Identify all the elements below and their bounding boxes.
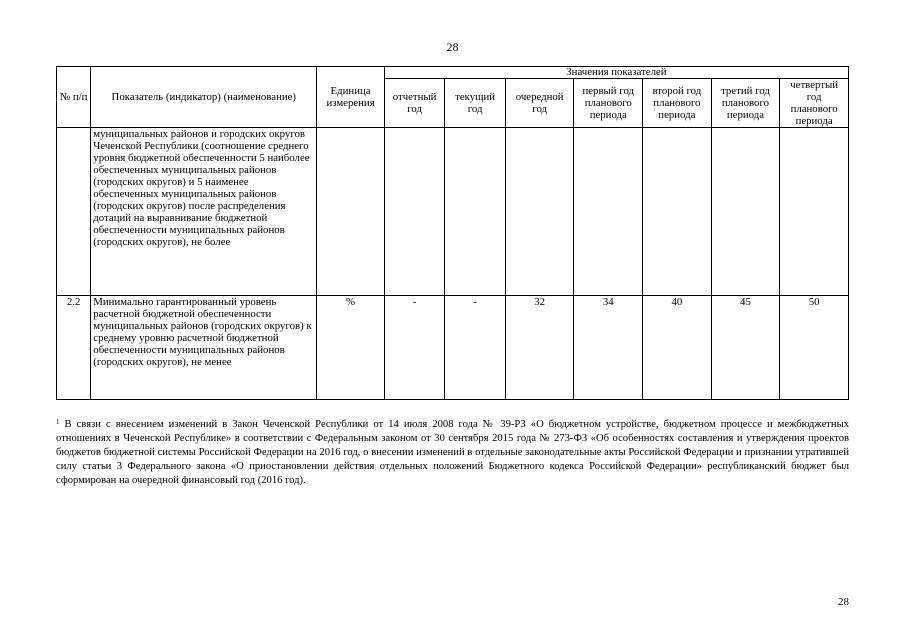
header-plan-year-2: второй год планового периода	[643, 79, 712, 128]
row-plan4-value	[780, 128, 849, 296]
row-plan1-value: 34	[574, 296, 643, 400]
row-num: 2.2	[57, 296, 91, 400]
header-name: Показатель (индикатор) (наименование)	[91, 67, 317, 128]
footnote-text: В связи с внесением изменений в Закон Чеченской Республики от 14 июля 2008 года № 39-РЗ «О бюджетном устройстве, бюджетном процессе и межбюджетных отношениях в Чеченской Республике» в соответствии с Федеральным законом от 30 сентября 2015 года № 273-ФЗ «Об особенностях составления и утверждения проектов бюджетов бюджетной системы Российской Федерации на 2016 год, о внесении изменений в отдельные законодательные акты Российской Федерации и признании утратившей силу статьи 3 Федерального закона «О приостановлении действия отдельных положений Бюджетного кодекса Российской Федерации» республиканский бюджет был сформирован на очередной финансовый год (2016 год).	[56, 419, 849, 486]
row-plan3-value: 45	[711, 296, 780, 400]
header-unit: Единица измерения	[317, 67, 385, 128]
row-next-value	[505, 128, 574, 296]
table-row	[57, 296, 849, 400]
page-number-top: 28	[446, 40, 459, 54]
row-unit: %	[317, 296, 385, 400]
indicators-table	[56, 66, 849, 400]
table-row	[57, 128, 849, 296]
row-indicator-name: Минимально гарантированный уровень расчетной бюджетной обеспеченности муниципальных районов (городских округов) к среднему уровню расчетной бюджетной обеспеченности муниципальных районов (городских округов), не менее	[91, 296, 317, 400]
header-plan-year-1: первый год планового периода	[574, 79, 643, 128]
page-number-bottom: 28	[838, 596, 849, 608]
row-plan2-value: 40	[643, 296, 712, 400]
row-current-value	[445, 128, 506, 296]
header-current-year: текущий год	[445, 79, 506, 128]
header-num: № п/п	[57, 67, 91, 128]
header-plan-year-4: четвертый год планового периода	[780, 79, 849, 128]
row-plan4-value: 50	[780, 296, 849, 400]
row-indicator-name: муниципальных районов и городских округов Чеченской Республики (соотношение среднего уровня бюджетной обеспеченности 5 наиболее обеспеченных муниципальных районов (городских округов) и 5 наименее обеспеченных муниципальных районов (городских округов) после распределения дотаций на выравнивание бюджетной обеспеченности муниципальных районов (городских округов), не более	[91, 128, 317, 296]
header-reporting-year: отчетный год	[384, 79, 445, 128]
row-unit	[317, 128, 385, 296]
header-values-group: Значения показателей	[384, 67, 848, 79]
row-reporting-value: -	[384, 296, 445, 400]
header-next-year: очередной год	[505, 79, 574, 128]
row-next-value: 32	[505, 296, 574, 400]
row-plan1-value	[574, 128, 643, 296]
footnote	[56, 418, 849, 488]
row-reporting-value	[384, 128, 445, 296]
row-plan2-value	[643, 128, 712, 296]
footnote-marker: 1	[56, 418, 60, 426]
header-plan-year-3: третий год планового периода	[711, 79, 780, 128]
row-current-value: -	[445, 296, 506, 400]
row-plan3-value	[711, 128, 780, 296]
row-num	[57, 128, 91, 296]
